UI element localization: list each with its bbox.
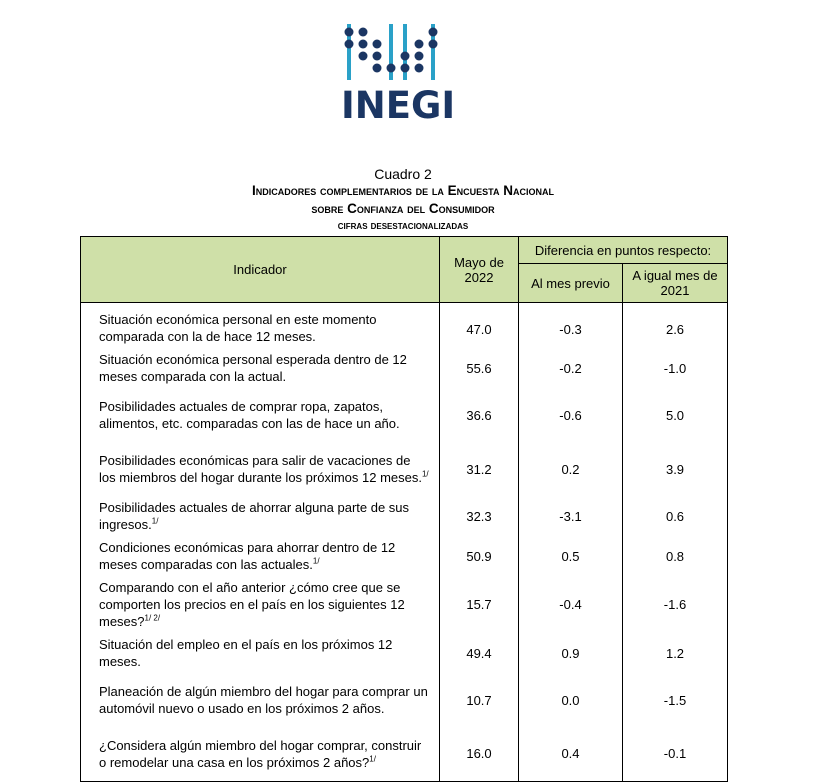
indicator-text: Posibilidades económicas para salir de vacaciones de los miembros del hogar durante los próximos 12 meses. <box>99 453 422 485</box>
same-month-cell: 2.6 <box>623 303 728 349</box>
footnote-ref: 1/ <box>151 516 159 526</box>
table-row <box>81 388 728 442</box>
prev-month-cell: -0.6 <box>519 388 623 442</box>
prev-month-cell: 0.9 <box>519 633 623 673</box>
table-row <box>81 496 728 536</box>
indicator-cell <box>81 727 440 781</box>
value-cell: 36.6 <box>440 388 519 442</box>
same-month-cell: -0.1 <box>623 727 728 781</box>
table-row <box>81 727 728 781</box>
table-row <box>81 303 728 349</box>
header-indicator: Indicador <box>81 237 440 303</box>
indicator-cell <box>81 442 440 496</box>
prev-month-cell: 0.0 <box>519 673 623 727</box>
table-subtitle: cifras desestacionalizadas <box>337 220 469 232</box>
indicator-cell <box>81 496 440 536</box>
prev-month-cell: -0.3 <box>519 303 623 349</box>
cuadro-number: Cuadro 2 <box>374 166 432 182</box>
value-cell: 49.4 <box>440 633 519 673</box>
same-month-cell: 5.0 <box>623 388 728 442</box>
inegi-logo-dots-icon <box>341 22 445 92</box>
header-diff-group: Diferencia en puntos respecto: <box>519 237 728 264</box>
prev-month-cell: -0.4 <box>519 576 623 633</box>
indicators-table <box>80 236 728 782</box>
same-month-cell: 0.8 <box>623 536 728 576</box>
footnote-ref: 1/ <box>421 469 429 479</box>
value-cell: 50.9 <box>440 536 519 576</box>
value-cell: 15.7 <box>440 576 519 633</box>
indicator-cell <box>81 388 440 442</box>
indicator-cell <box>81 576 440 633</box>
table-row <box>81 673 728 727</box>
indicator-cell <box>81 303 440 349</box>
indicator-text: Planeación de algún miembro del hogar para comprar un automóvil nuevo o usado en los próximos 2 años. <box>99 684 428 716</box>
table-title-line1: Indicadores complementarios de la Encuesta Nacional <box>252 183 554 198</box>
value-cell: 31.2 <box>440 442 519 496</box>
indicator-cell <box>81 633 440 673</box>
indicator-text: Posibilidades actuales de comprar ropa, zapatos, alimentos, etc. comparadas con las de hace un año. <box>99 399 400 431</box>
indicator-cell <box>81 673 440 727</box>
prev-month-cell: 0.5 <box>519 536 623 576</box>
value-cell: 10.7 <box>440 673 519 727</box>
prev-month-cell: -3.1 <box>519 496 623 536</box>
footnote-ref: 1/ 2/ <box>144 613 161 623</box>
prev-month-cell: 0.2 <box>519 442 623 496</box>
table-row <box>81 442 728 496</box>
same-month-cell: -1.6 <box>623 576 728 633</box>
indicator-text: Posibilidades actuales de ahorrar alguna parte de sus ingresos. <box>99 500 410 532</box>
value-cell: 32.3 <box>440 496 519 536</box>
indicator-text: Condiciones económicas para ahorrar dentro de 12 meses comparadas con las actuales. <box>99 540 396 572</box>
same-month-cell: 3.9 <box>623 442 728 496</box>
table-row <box>81 633 728 673</box>
indicator-text: ¿Considera algún miembro del hogar comprar, construir o remodelar una casa en los próximos 2 años? <box>99 737 422 770</box>
table-row <box>81 348 728 388</box>
table-row <box>81 536 728 576</box>
header-value: Mayo de 2022 <box>440 237 519 303</box>
same-month-cell: -1.0 <box>623 348 728 388</box>
table-title-line2: sobre Confianza del Consumidor <box>311 201 495 216</box>
title-block <box>0 166 806 233</box>
header-prev-month: Al mes previo <box>519 264 623 303</box>
value-cell: 55.6 <box>440 348 519 388</box>
indicator-cell <box>81 536 440 576</box>
footnote-ref: 1/ <box>369 754 376 764</box>
indicator-text: Situación económica personal en este momento comparada con la de hace 12 meses. <box>99 312 377 344</box>
indicator-text: Comparando con el año anterior ¿cómo cree que se comporten los precios en el país en los siguientes 12 meses? <box>99 580 405 629</box>
footnote-ref: 1/ <box>312 556 320 566</box>
inegi-logo-text: INEGI <box>341 84 456 127</box>
value-cell: 16.0 <box>440 727 519 781</box>
prev-month-cell: 0.4 <box>519 727 623 781</box>
same-month-cell: -1.5 <box>623 673 728 727</box>
table-row <box>81 576 728 633</box>
value-cell: 47.0 <box>440 303 519 349</box>
header-same-month: A igual mes de 2021 <box>623 264 728 303</box>
indicator-text: Situación del empleo en el país en los próximos 12 meses. <box>99 637 393 669</box>
same-month-cell: 0.6 <box>623 496 728 536</box>
prev-month-cell: -0.2 <box>519 348 623 388</box>
indicator-cell <box>81 348 440 388</box>
indicator-text: Situación económica personal esperada dentro de 12 meses comparada con la actual. <box>99 352 407 384</box>
same-month-cell: 1.2 <box>623 633 728 673</box>
